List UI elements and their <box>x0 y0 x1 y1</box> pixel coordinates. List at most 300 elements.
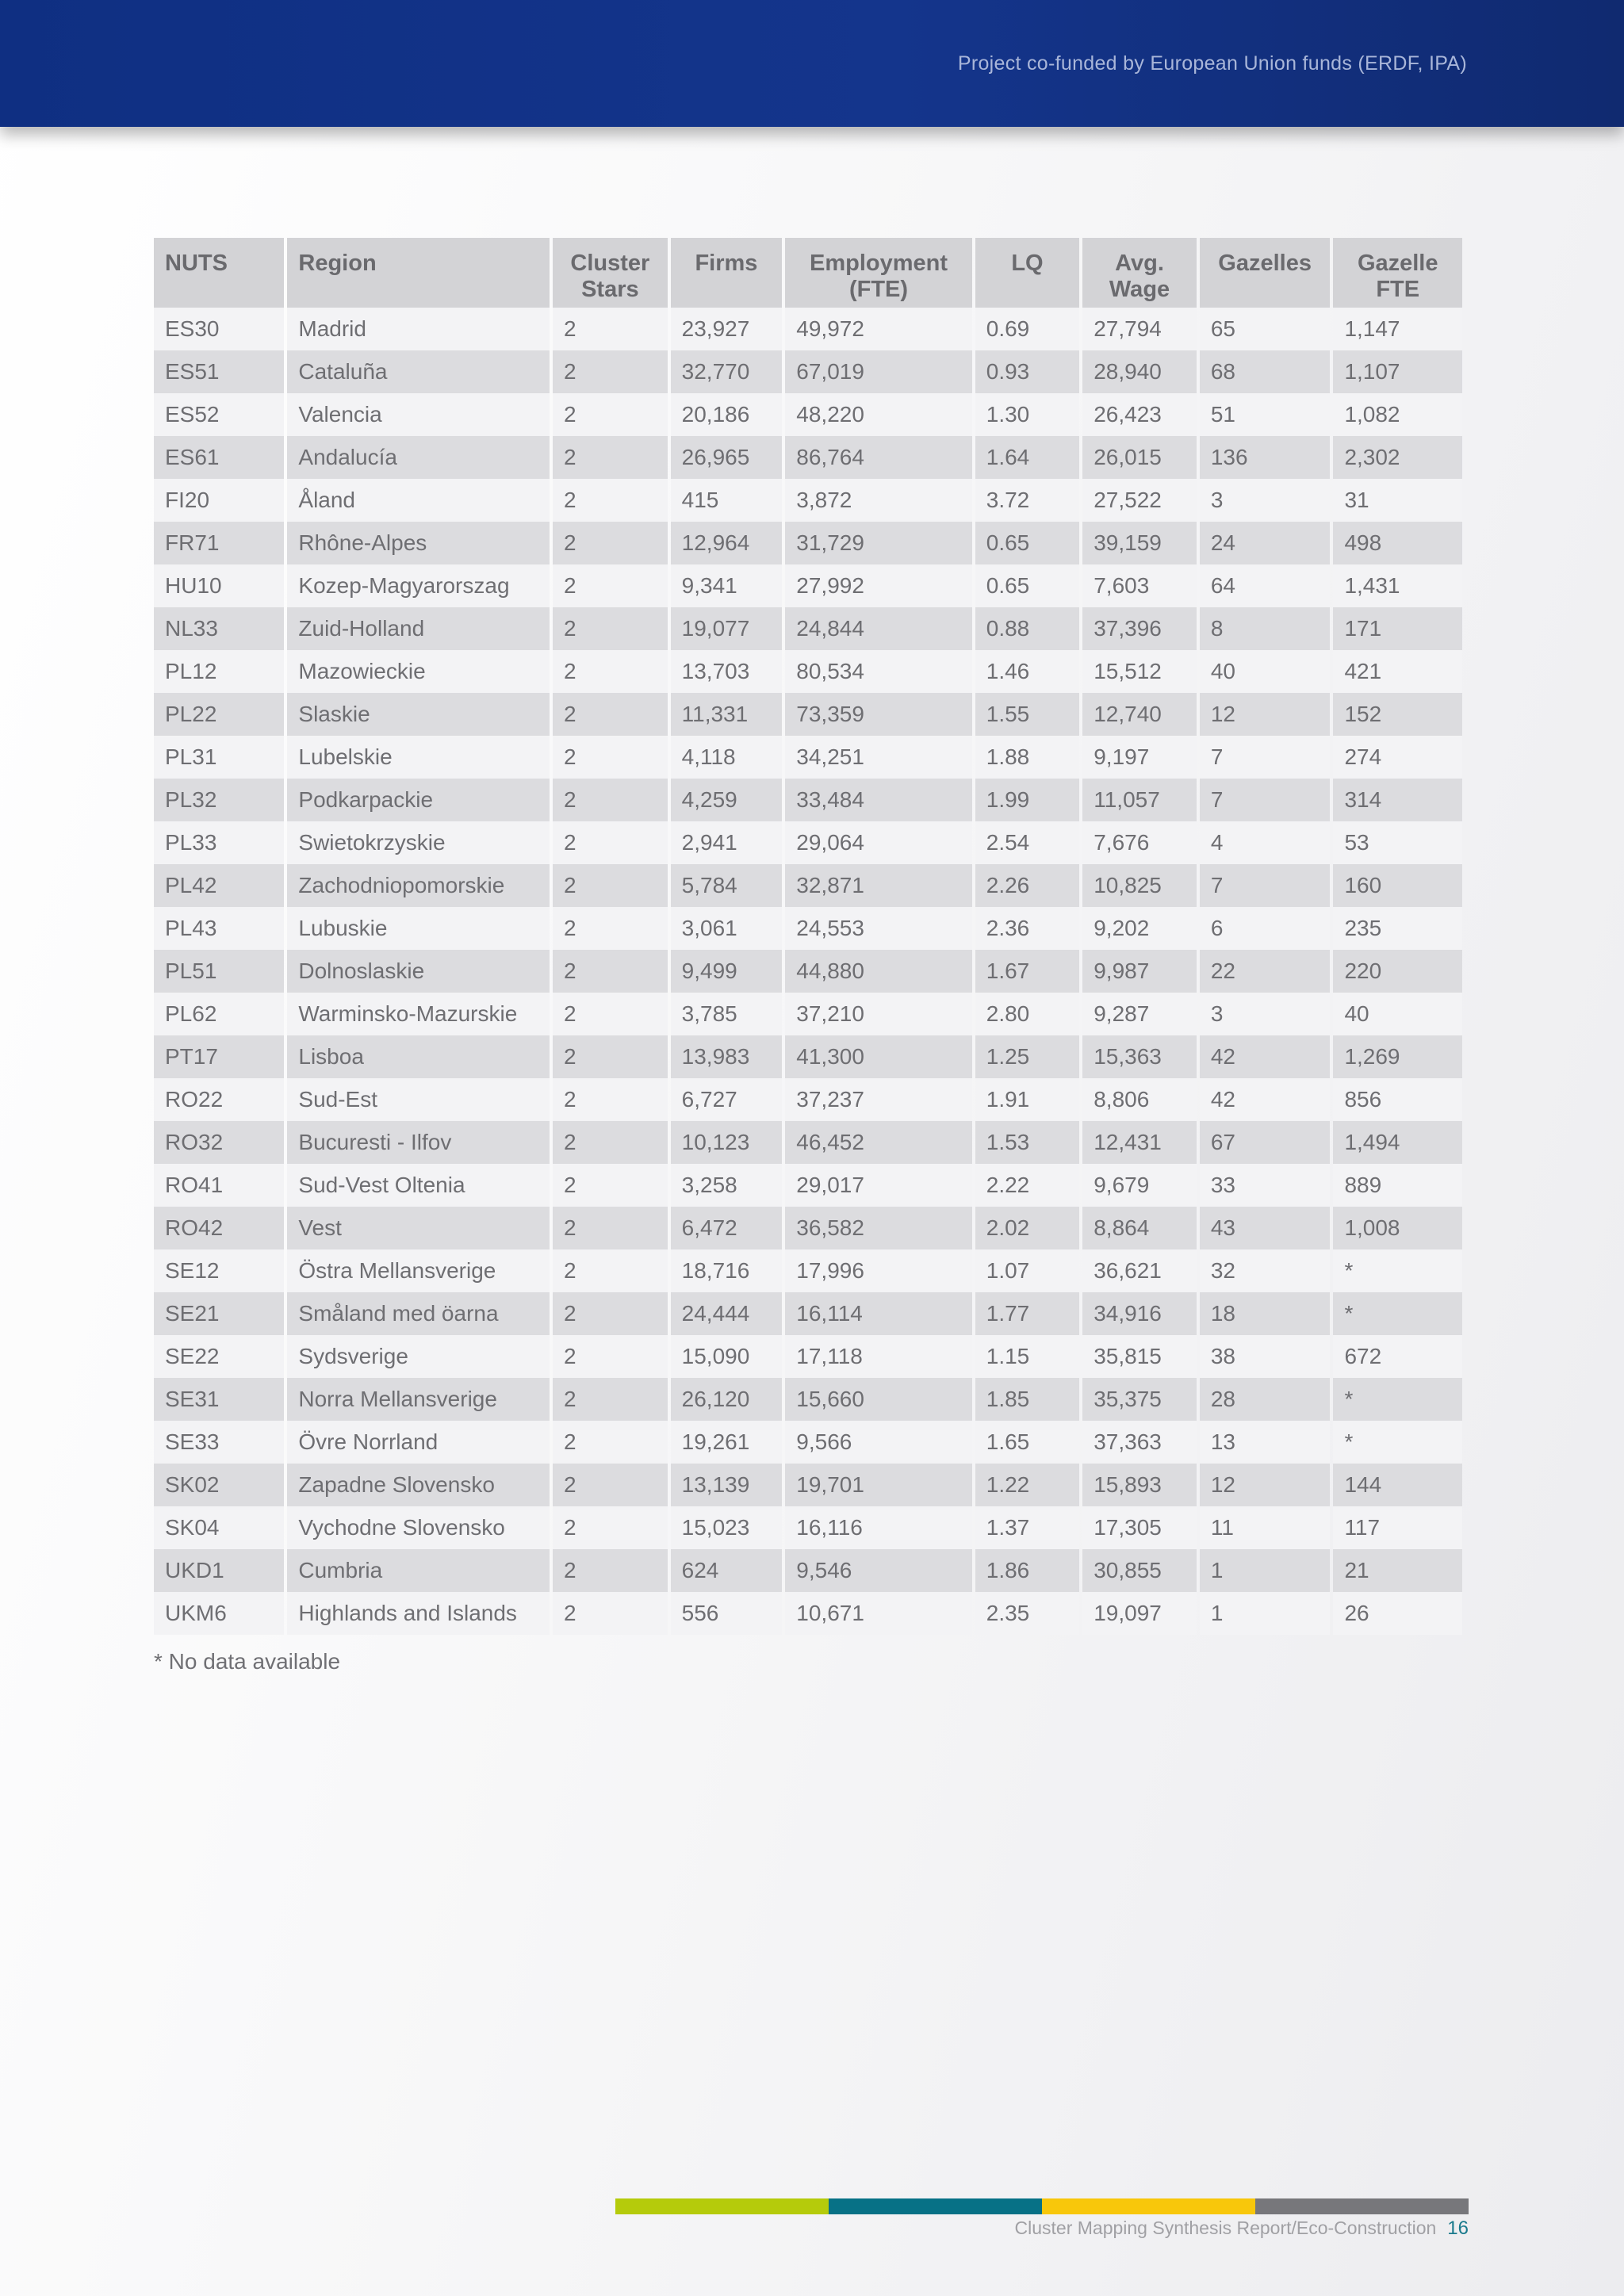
table-cell: 4,259 <box>671 779 783 821</box>
table-cell: 2 <box>553 1207 668 1249</box>
table-cell: SE22 <box>154 1335 284 1378</box>
table-cell: 144 <box>1333 1464 1462 1506</box>
table-cell: Zachodniopomorskie <box>287 864 550 907</box>
table-cell: 27,992 <box>785 564 971 607</box>
table-cell: 2.02 <box>975 1207 1079 1249</box>
table-cell: 1,147 <box>1333 308 1462 350</box>
table-cell: 12,431 <box>1082 1121 1197 1164</box>
table-cell: 3,785 <box>671 993 783 1035</box>
table-cell: 1,269 <box>1333 1035 1462 1078</box>
table-cell: 9,566 <box>785 1421 971 1464</box>
table-cell: 19,261 <box>671 1421 783 1464</box>
table-cell: 1.22 <box>975 1464 1079 1506</box>
table-cell: 1.07 <box>975 1249 1079 1292</box>
table-row <box>154 950 1462 993</box>
table-cell: 1.30 <box>975 393 1079 436</box>
table-cell: 28 <box>1200 1378 1331 1421</box>
table-cell: 2 <box>553 522 668 564</box>
table-cell: 17,305 <box>1082 1506 1197 1549</box>
table-cell: 80,534 <box>785 650 971 693</box>
table-row <box>154 779 1462 821</box>
table-cell: 2.54 <box>975 821 1079 864</box>
table-cell: Swietokrzyskie <box>287 821 550 864</box>
table-cell: 33 <box>1200 1164 1331 1207</box>
table-cell: 9,546 <box>785 1549 971 1592</box>
table-cell: 40 <box>1333 993 1462 1035</box>
column-header: Avg. Wage <box>1082 238 1197 308</box>
table-cell: 4,118 <box>671 736 783 779</box>
table-cell: 2 <box>553 564 668 607</box>
table-cell: 889 <box>1333 1164 1462 1207</box>
table-cell: 51 <box>1200 393 1331 436</box>
table-cell: Bucuresti - Ilfov <box>287 1121 550 1164</box>
table-cell: 6,472 <box>671 1207 783 1249</box>
table-cell: 64 <box>1200 564 1331 607</box>
table-cell: 20,186 <box>671 393 783 436</box>
table-cell: Lubuskie <box>287 907 550 950</box>
column-header: Gazelles <box>1200 238 1331 308</box>
table-cell: 160 <box>1333 864 1462 907</box>
table-cell: 9,341 <box>671 564 783 607</box>
table-cell: 17,996 <box>785 1249 971 1292</box>
table-cell: 2.35 <box>975 1592 1079 1635</box>
table-cell: 1.88 <box>975 736 1079 779</box>
column-header: Gazelle FTE <box>1333 238 1462 308</box>
table-row <box>154 436 1462 479</box>
table-cell: 48,220 <box>785 393 971 436</box>
table-row <box>154 1078 1462 1121</box>
table-cell: Åland <box>287 479 550 522</box>
table-cell: 46,452 <box>785 1121 971 1164</box>
table-cell: 1,082 <box>1333 393 1462 436</box>
table-cell: 67 <box>1200 1121 1331 1164</box>
table-cell: 26,423 <box>1082 393 1197 436</box>
table-cell: 33,484 <box>785 779 971 821</box>
table-cell: PL32 <box>154 779 284 821</box>
table-cell: 3.72 <box>975 479 1079 522</box>
table-cell: 314 <box>1333 779 1462 821</box>
table-cell: 19,097 <box>1082 1592 1197 1635</box>
table-cell: 1,107 <box>1333 350 1462 393</box>
table-cell: 1.25 <box>975 1035 1079 1078</box>
table-cell: 2 <box>553 350 668 393</box>
table-cell: 30,855 <box>1082 1549 1197 1592</box>
table-cell: 37,210 <box>785 993 971 1035</box>
table-cell: 9,987 <box>1082 950 1197 993</box>
table-cell: Warminsko-Mazurskie <box>287 993 550 1035</box>
table-cell: 415 <box>671 479 783 522</box>
table-cell: 13,703 <box>671 650 783 693</box>
table-cell: 2 <box>553 1464 668 1506</box>
table-cell: 42 <box>1200 1078 1331 1121</box>
header-band <box>0 0 1624 127</box>
table-cell: 3,872 <box>785 479 971 522</box>
table-cell: 44,880 <box>785 950 971 993</box>
table-cell: 2 <box>553 993 668 1035</box>
table-cell: 24,553 <box>785 907 971 950</box>
table-cell: 1.86 <box>975 1549 1079 1592</box>
column-header: NUTS <box>154 238 284 308</box>
table-cell: 4 <box>1200 821 1331 864</box>
table-cell: SE33 <box>154 1421 284 1464</box>
table-cell: 2 <box>553 308 668 350</box>
table-row <box>154 1506 1462 1549</box>
table-row <box>154 693 1462 736</box>
table-cell: 2 <box>553 821 668 864</box>
table-cell: 0.88 <box>975 607 1079 650</box>
table-cell: 2 <box>553 736 668 779</box>
table-cell: 17,118 <box>785 1335 971 1378</box>
table-cell: 7,603 <box>1082 564 1197 607</box>
table-cell: ES51 <box>154 350 284 393</box>
table-row <box>154 1421 1462 1464</box>
table-cell: 2 <box>553 650 668 693</box>
table-cell: 11,331 <box>671 693 783 736</box>
table-cell: 2.22 <box>975 1164 1079 1207</box>
color-bar-segment-green <box>615 2198 829 2214</box>
table-cell: 1.55 <box>975 693 1079 736</box>
table-cell: 12,964 <box>671 522 783 564</box>
table-cell: 29,017 <box>785 1164 971 1207</box>
table-cell: Zapadne Slovensko <box>287 1464 550 1506</box>
table-cell: Mazowieckie <box>287 650 550 693</box>
table-cell: Zuid-Holland <box>287 607 550 650</box>
table-cell: Slaskie <box>287 693 550 736</box>
table-cell: Lubelskie <box>287 736 550 779</box>
table-cell: 15,023 <box>671 1506 783 1549</box>
table-cell: SE31 <box>154 1378 284 1421</box>
table-cell: 43 <box>1200 1207 1331 1249</box>
table-cell: 2 <box>553 393 668 436</box>
table-cell: 15,660 <box>785 1378 971 1421</box>
table-cell: 15,090 <box>671 1335 783 1378</box>
table-cell: 2 <box>553 1121 668 1164</box>
table-row <box>154 1121 1462 1164</box>
table-cell: 1,494 <box>1333 1121 1462 1164</box>
column-header: LQ <box>975 238 1079 308</box>
table-cell: 2 <box>553 950 668 993</box>
table-cell: 13 <box>1200 1421 1331 1464</box>
table-row <box>154 564 1462 607</box>
table-cell: UKD1 <box>154 1549 284 1592</box>
table-cell: SE21 <box>154 1292 284 1335</box>
table-cell: 0.65 <box>975 522 1079 564</box>
table-cell: 29,064 <box>785 821 971 864</box>
table-cell: 32 <box>1200 1249 1331 1292</box>
table-cell: 1 <box>1200 1549 1331 1592</box>
table-cell: 2.80 <box>975 993 1079 1035</box>
funding-note: Project co-funded by European Union funds (ERDF, IPA) <box>957 52 1467 75</box>
table-cell: PL12 <box>154 650 284 693</box>
table-cell: 274 <box>1333 736 1462 779</box>
table-cell: 15,893 <box>1082 1464 1197 1506</box>
column-header: Region <box>287 238 550 308</box>
table-cell: 2,302 <box>1333 436 1462 479</box>
table-row <box>154 393 1462 436</box>
table-cell: 9,202 <box>1082 907 1197 950</box>
color-bar-segment-yellow <box>1042 2198 1255 2214</box>
table-cell: 8 <box>1200 607 1331 650</box>
table-cell: 2 <box>553 1592 668 1635</box>
table-cell: 152 <box>1333 693 1462 736</box>
table-cell: 65 <box>1200 308 1331 350</box>
table-cell: 672 <box>1333 1335 1462 1378</box>
table-cell: SK02 <box>154 1464 284 1506</box>
table-cell: 26,015 <box>1082 436 1197 479</box>
footnote: * No data available <box>154 1649 341 1674</box>
table-cell: 7 <box>1200 779 1331 821</box>
table-cell: PT17 <box>154 1035 284 1078</box>
table-cell: 86,764 <box>785 436 971 479</box>
table-cell: 37,237 <box>785 1078 971 1121</box>
table-row <box>154 1292 1462 1335</box>
table-row <box>154 479 1462 522</box>
table-cell: 31,729 <box>785 522 971 564</box>
column-header: Firms <box>671 238 783 308</box>
table-cell: 1.65 <box>975 1421 1079 1464</box>
table-cell: 10,671 <box>785 1592 971 1635</box>
table-cell: 235 <box>1333 907 1462 950</box>
table-row <box>154 1035 1462 1078</box>
table-cell: 498 <box>1333 522 1462 564</box>
table-cell: 2 <box>553 479 668 522</box>
table-cell: 27,522 <box>1082 479 1197 522</box>
table-cell: 2 <box>553 907 668 950</box>
table-cell: 73,359 <box>785 693 971 736</box>
table-row <box>154 1378 1462 1421</box>
table-cell: 9,197 <box>1082 736 1197 779</box>
table-cell: PL22 <box>154 693 284 736</box>
table-cell: Sydsverige <box>287 1335 550 1378</box>
page-footer <box>1015 2218 1469 2240</box>
table-cell: 1,431 <box>1333 564 1462 607</box>
table-cell: 2 <box>553 779 668 821</box>
table-cell: SE12 <box>154 1249 284 1292</box>
table-cell: 24,444 <box>671 1292 783 1335</box>
table-cell: 7 <box>1200 864 1331 907</box>
table-cell: 2 <box>553 1035 668 1078</box>
table-cell: 2 <box>553 1506 668 1549</box>
table-cell: PL33 <box>154 821 284 864</box>
table-header-row <box>154 238 1462 308</box>
table-cell: Dolnoslaskie <box>287 950 550 993</box>
table-cell: 2,941 <box>671 821 783 864</box>
table-cell: 35,375 <box>1082 1378 1197 1421</box>
table-cell: 13,983 <box>671 1035 783 1078</box>
table-cell: PL31 <box>154 736 284 779</box>
table-cell: 42 <box>1200 1035 1331 1078</box>
table-cell: Övre Norrland <box>287 1421 550 1464</box>
table-row <box>154 736 1462 779</box>
table-cell: 2 <box>553 864 668 907</box>
table-cell: Highlands and Islands <box>287 1592 550 1635</box>
table-cell: 12 <box>1200 693 1331 736</box>
table-cell: 7 <box>1200 736 1331 779</box>
table-cell: 1.77 <box>975 1292 1079 1335</box>
table-cell: 9,679 <box>1082 1164 1197 1207</box>
table-body <box>154 308 1462 1635</box>
table-row <box>154 607 1462 650</box>
table-cell: 2 <box>553 1549 668 1592</box>
table-cell: 31 <box>1333 479 1462 522</box>
table-cell: 220 <box>1333 950 1462 993</box>
table-cell: Cumbria <box>287 1549 550 1592</box>
table-cell: 22 <box>1200 950 1331 993</box>
table-cell: 421 <box>1333 650 1462 693</box>
table-cell: 24 <box>1200 522 1331 564</box>
table-cell: 53 <box>1333 821 1462 864</box>
table-cell: 1.67 <box>975 950 1079 993</box>
table-cell: Kozep-Magyarorszag <box>287 564 550 607</box>
table-cell: 9,499 <box>671 950 783 993</box>
table-cell: Cataluña <box>287 350 550 393</box>
table-cell: 38 <box>1200 1335 1331 1378</box>
table-cell: 19,077 <box>671 607 783 650</box>
table-cell: ES52 <box>154 393 284 436</box>
table-cell: 1.15 <box>975 1335 1079 1378</box>
table-cell: 15,512 <box>1082 650 1197 693</box>
table-cell: * <box>1333 1378 1462 1421</box>
footer-color-bar <box>615 2198 1469 2214</box>
table-row <box>154 1207 1462 1249</box>
table-cell: NL33 <box>154 607 284 650</box>
table-cell: Lisboa <box>287 1035 550 1078</box>
table-cell: 2 <box>553 1249 668 1292</box>
table-cell: 11,057 <box>1082 779 1197 821</box>
table-cell: 624 <box>671 1549 783 1592</box>
page-number: 16 <box>1447 2218 1469 2239</box>
table-cell: RO42 <box>154 1207 284 1249</box>
table-row <box>154 522 1462 564</box>
table-cell: 27,794 <box>1082 308 1197 350</box>
table-cell: 5,784 <box>671 864 783 907</box>
table-cell: 39,159 <box>1082 522 1197 564</box>
table-cell: 37,363 <box>1082 1421 1197 1464</box>
table-cell: 34,916 <box>1082 1292 1197 1335</box>
table-cell: Sud-Est <box>287 1078 550 1121</box>
table-row <box>154 1592 1462 1635</box>
table-cell: 556 <box>671 1592 783 1635</box>
table-cell: 1.53 <box>975 1121 1079 1164</box>
table-cell: PL62 <box>154 993 284 1035</box>
table-row <box>154 864 1462 907</box>
table-cell: 6,727 <box>671 1078 783 1121</box>
table-cell: 2 <box>553 607 668 650</box>
table-cell: 19,701 <box>785 1464 971 1506</box>
table-row <box>154 821 1462 864</box>
table-cell: 2.36 <box>975 907 1079 950</box>
table-row <box>154 1164 1462 1207</box>
table-cell: RO41 <box>154 1164 284 1207</box>
table-cell: 0.65 <box>975 564 1079 607</box>
table-cell: 41,300 <box>785 1035 971 1078</box>
table-cell: Podkarpackie <box>287 779 550 821</box>
table-cell: 2 <box>553 1164 668 1207</box>
table-cell: Valencia <box>287 393 550 436</box>
table-cell: 28,940 <box>1082 350 1197 393</box>
table-cell: Småland med öarna <box>287 1292 550 1335</box>
table-cell: 34,251 <box>785 736 971 779</box>
table-cell: 3 <box>1200 479 1331 522</box>
table-cell: 10,123 <box>671 1121 783 1164</box>
table-row <box>154 650 1462 693</box>
table-row <box>154 1549 1462 1592</box>
table-cell: 23,927 <box>671 308 783 350</box>
table-cell: 13,139 <box>671 1464 783 1506</box>
cluster-data-table <box>151 238 1465 1635</box>
table-row <box>154 1249 1462 1292</box>
table-row <box>154 1464 1462 1506</box>
table-row <box>154 308 1462 350</box>
table-cell: 68 <box>1200 350 1331 393</box>
table-cell: 6 <box>1200 907 1331 950</box>
table-cell: 26,965 <box>671 436 783 479</box>
table-cell: PL51 <box>154 950 284 993</box>
column-header: Cluster Stars <box>553 238 668 308</box>
table-cell: Madrid <box>287 308 550 350</box>
table-cell: * <box>1333 1292 1462 1335</box>
table-cell: 1.64 <box>975 436 1079 479</box>
table-cell: * <box>1333 1249 1462 1292</box>
color-bar-segment-teal <box>829 2198 1042 2214</box>
table-cell: 171 <box>1333 607 1462 650</box>
table-cell: Vest <box>287 1207 550 1249</box>
table-cell: 36,621 <box>1082 1249 1197 1292</box>
table-cell: 1.91 <box>975 1078 1079 1121</box>
table-cell: 856 <box>1333 1078 1462 1121</box>
table-cell: 9,287 <box>1082 993 1197 1035</box>
table-cell: 37,396 <box>1082 607 1197 650</box>
table-cell: * <box>1333 1421 1462 1464</box>
table-cell: 26 <box>1333 1592 1462 1635</box>
table-cell: UKM6 <box>154 1592 284 1635</box>
table-cell: 12,740 <box>1082 693 1197 736</box>
table-cell: 2 <box>553 436 668 479</box>
table-cell: 117 <box>1333 1506 1462 1549</box>
table-cell: ES30 <box>154 308 284 350</box>
table-row <box>154 993 1462 1035</box>
table-cell: PL43 <box>154 907 284 950</box>
table-cell: 15,363 <box>1082 1035 1197 1078</box>
table-cell: 3,061 <box>671 907 783 950</box>
table-cell: 32,770 <box>671 350 783 393</box>
table-cell: Östra Mellansverige <box>287 1249 550 1292</box>
table-cell: 40 <box>1200 650 1331 693</box>
table-cell: 1,008 <box>1333 1207 1462 1249</box>
table-cell: 1.99 <box>975 779 1079 821</box>
table-cell: 24,844 <box>785 607 971 650</box>
table-cell: 3,258 <box>671 1164 783 1207</box>
table-cell: 21 <box>1333 1549 1462 1592</box>
table-cell: 10,825 <box>1082 864 1197 907</box>
table-row <box>154 1335 1462 1378</box>
report-title: Cluster Mapping Synthesis Report/Eco-Construction <box>1014 2218 1437 2238</box>
table-cell: 2 <box>553 1292 668 1335</box>
table-cell: 2 <box>553 1078 668 1121</box>
table-cell: Norra Mellansverige <box>287 1378 550 1421</box>
table-cell: 0.93 <box>975 350 1079 393</box>
table-cell: 1.85 <box>975 1378 1079 1421</box>
table-cell: 8,806 <box>1082 1078 1197 1121</box>
table-cell: 26,120 <box>671 1378 783 1421</box>
table-cell: Rhône-Alpes <box>287 522 550 564</box>
table-cell: 2 <box>553 1421 668 1464</box>
table-cell: 36,582 <box>785 1207 971 1249</box>
table-row <box>154 350 1462 393</box>
table-cell: Andalucía <box>287 436 550 479</box>
table-cell: 2 <box>553 1335 668 1378</box>
table-cell: 12 <box>1200 1464 1331 1506</box>
